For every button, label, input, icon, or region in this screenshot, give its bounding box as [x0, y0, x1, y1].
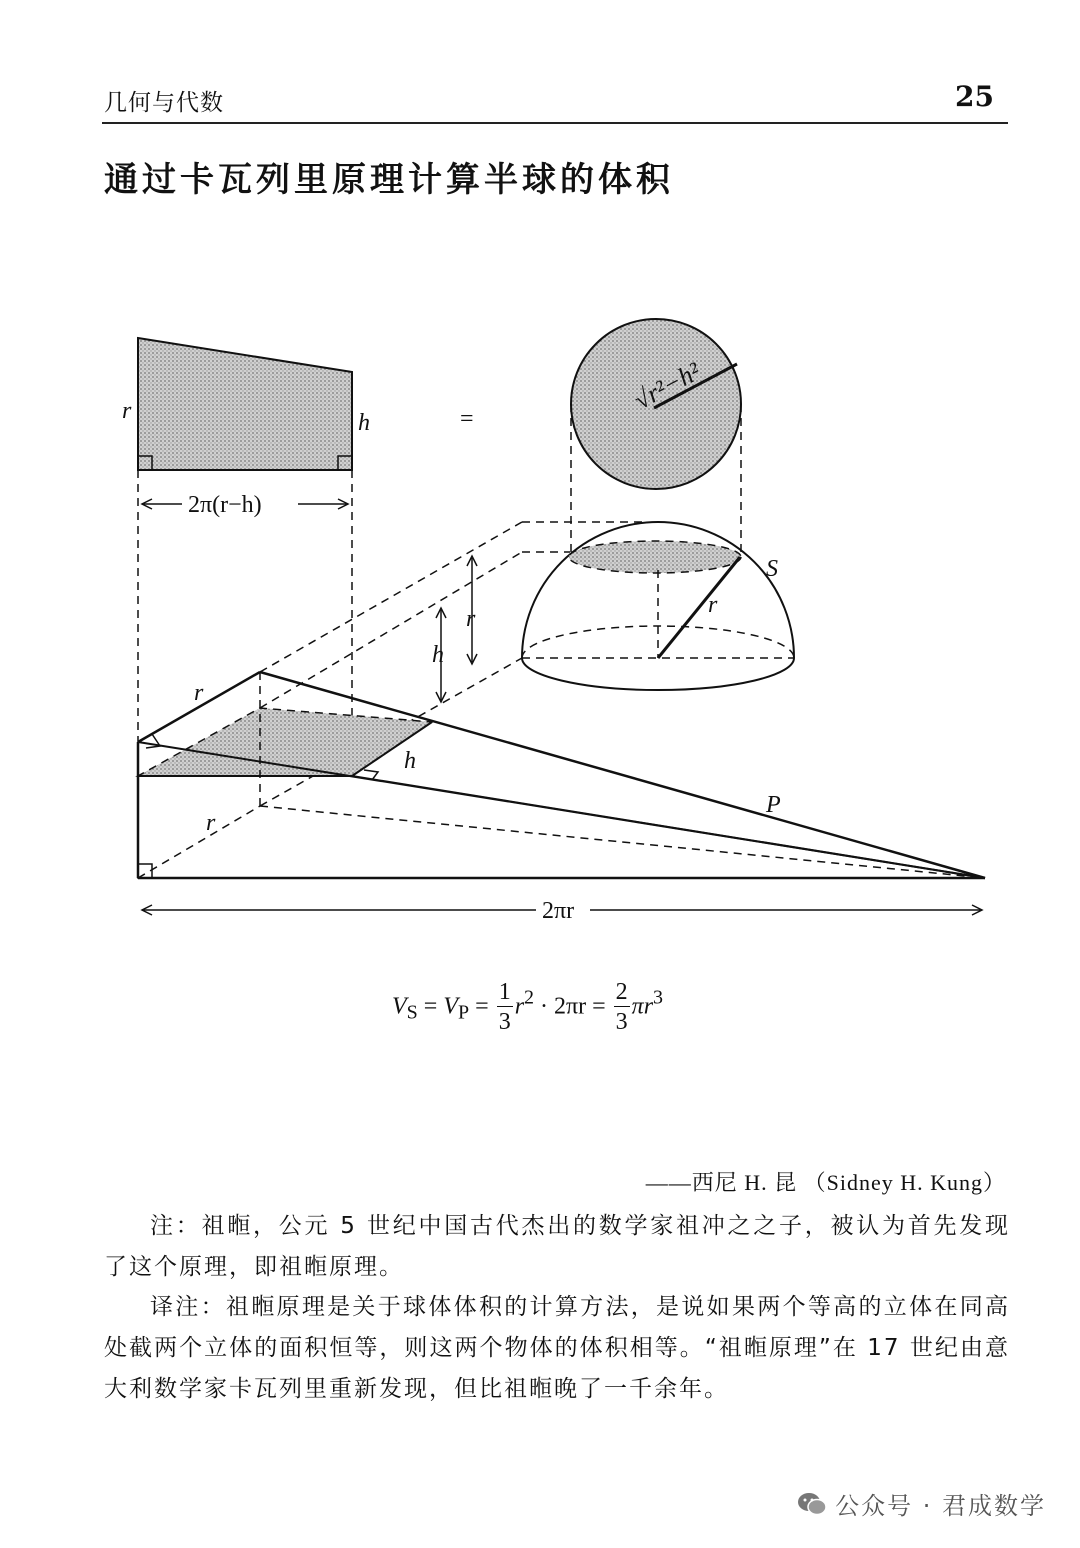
formula-eq: =: [417, 993, 444, 1020]
wechat-icon: [797, 1491, 827, 1517]
label-circle-radius: √r²−h²: [629, 356, 706, 416]
label-r-dim: r: [466, 606, 476, 632]
translator-note-paragraph: 译注：祖暅原理是关于球体体积的计算方法，是说如果两个等高的立体在同高处截两个立体的面积恒等，则这两个物体的体积相等。“祖暅原理”在 17 世纪由意大利数学家卡瓦列里重新发现，但比祖暅晚了一千余年。: [104, 1294, 1010, 1402]
label-h-prism: h: [404, 748, 416, 774]
prism-edge: [352, 776, 985, 878]
hemisphere-section: [569, 541, 741, 573]
label-r-left: r: [122, 398, 132, 424]
label-h-dim: h: [432, 642, 444, 668]
prism-edge: [260, 672, 985, 878]
formula-mid: V: [443, 993, 459, 1020]
watermark-text: 公众号 · 君成数学: [835, 1492, 1046, 1520]
formula-sup: 3: [653, 986, 664, 1009]
formula-lhs-sub: S: [406, 1001, 418, 1024]
label-h-right: h: [358, 410, 370, 436]
trapezoid: [138, 338, 352, 470]
volume-formula: [392, 980, 663, 1040]
watermark: [797, 1486, 1046, 1521]
label-r-prism-top: r: [194, 680, 204, 706]
page-number: 25: [955, 80, 994, 113]
label-r-prism-bottom: r: [206, 810, 216, 836]
label-width: 2π(r−h): [188, 492, 262, 518]
running-title: 几何与代数: [104, 90, 224, 116]
label-base: 2πr: [542, 898, 575, 924]
note-paragraph: 注：祖暅，公元 5 世纪中国古代杰出的数学家祖冲之之子，被认为首先发现了这个原理，即祖暅原理。: [104, 1213, 1010, 1280]
fraction-one-third: $\frac{1}{3}$: [498, 979, 511, 1035]
label-S: S: [766, 556, 778, 582]
formula-term: πr: [631, 993, 654, 1020]
formula-mid-sub: P: [458, 1001, 470, 1024]
page-title: 通过卡瓦列里原理计算半球的体积: [104, 160, 674, 200]
formula-lhs: V: [392, 993, 407, 1020]
fraction-two-thirds: $\frac{2}{3}$: [615, 979, 628, 1035]
dashed-guide: [260, 552, 522, 708]
formula-term: · 2πr =: [534, 993, 612, 1020]
prism-hidden-edge: [260, 806, 985, 878]
label-P: P: [766, 792, 781, 818]
label-r-hemi: r: [708, 592, 718, 618]
label-equals: =: [460, 406, 474, 432]
hemisphere-base-front: [522, 658, 794, 690]
formula-term: r: [514, 993, 525, 1020]
attribution: ——西尼 H. 昆 （Sidney H. Kung）: [645, 1170, 1006, 1195]
formula-sup: 2: [524, 986, 535, 1009]
prism-hidden-edge: [138, 806, 260, 878]
formula-eq: =: [469, 993, 495, 1020]
dashed-guide: [260, 522, 522, 672]
